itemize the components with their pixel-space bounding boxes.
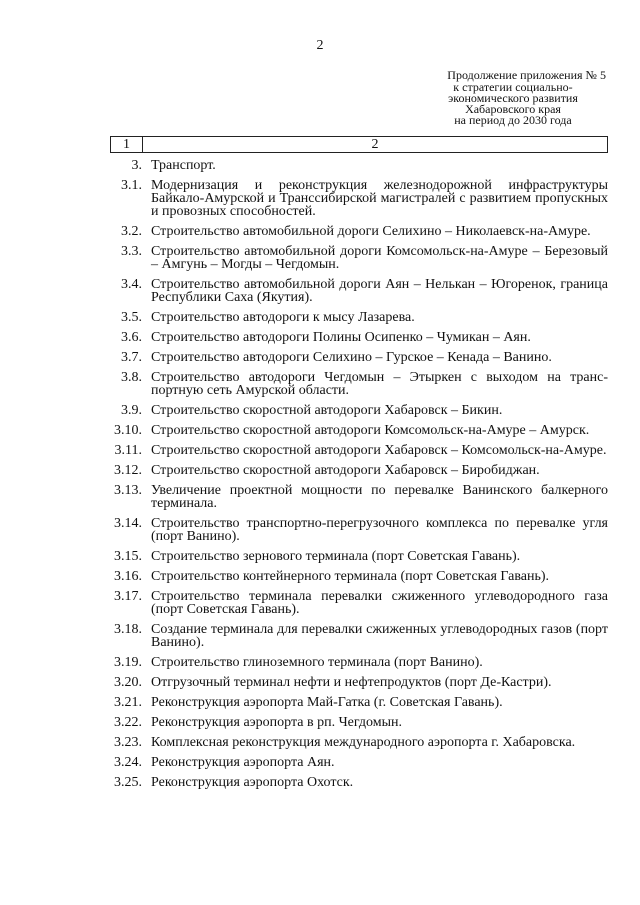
item-number: 3.2. [121,224,142,239]
item-number: 3.8. [121,370,142,385]
list-item [110,656,608,669]
list-item [110,570,608,583]
item-number: 3.17. [114,589,142,604]
item-number: 3.25. [114,775,142,790]
appendix-header-line: Продолжение приложения № 5 [447,68,606,82]
item-number: 3.1. [121,178,142,193]
list-item [110,623,608,649]
item-number: 3.16. [114,569,142,584]
list-item [110,776,608,789]
item-number: 3.24. [114,755,142,770]
appendix-header-line: на период до 2030 года [454,113,572,127]
list-item [110,179,608,218]
item-number: 3.11. [114,443,142,458]
item-text: Строительство контейнерного терминала (порт Советская Гавань). [151,569,550,584]
item-text: Строительство глиноземного терминала (порт Ванино). [151,655,483,670]
list-item [110,311,608,324]
item-text: Отгрузочный терминал нефти и нефтепродуктов (порт Де-Кастри). [151,675,552,690]
item-text: Строительство зернового терминала (порт Советская Гавань). [151,549,521,564]
item-text: Модернизация и реконструкция железнодорожной инфраструктуры Байкало-Амурской и Транссибирской магистралей с развитием пропускных и провозных способностей. [151,178,608,219]
item-text: Комплексная реконструкция международного аэропорта г. Хабаровска. [151,735,576,750]
item-number: 3.22. [114,715,142,730]
list-item [110,371,608,397]
item-number: 3.9. [121,403,142,418]
list-item [110,424,608,437]
item-text: Строительство автодороги к мысу Лазарева. [151,310,415,325]
list-item [110,331,608,344]
list-item [110,550,608,563]
item-number: 3.20. [114,675,142,690]
item-text: Реконструкция аэропорта Охотск. [151,775,354,790]
item-text: Строительство автодороги Селихино – Гурское – Кенада – Ванино. [151,350,552,365]
item-number: 3.13. [114,483,142,498]
item-number: 3.15. [114,549,142,564]
appendix-header-line: Хабаровского края [465,102,561,116]
column-header-1: 1 [111,137,143,152]
list-item [110,590,608,616]
item-number: 3.23. [114,735,142,750]
list-item [110,404,608,417]
item-text: Создание терминала для перевалки сжиженных углеводородных газов (порт Ванино). [151,622,608,650]
list-item [110,736,608,749]
item-number: 3.4. [121,277,142,292]
item-number: 3.3. [121,244,142,259]
item-text: Строительство автодороги Полины Осипенко – Чумикан – Аян. [151,330,531,345]
column-header-table [110,136,608,153]
list-item [110,676,608,689]
item-number: 3.10. [114,423,142,438]
list-item [110,278,608,304]
item-number: 3.12. [114,463,142,478]
list-item [110,716,608,729]
item-number: 3.6. [121,330,142,345]
list-item [110,351,608,364]
appendix-header-line: к стратегии социально- [453,80,573,94]
item-number: 3.14. [114,516,142,531]
list-item [110,484,608,510]
item-list [110,159,608,796]
item-text: Строительство автомобильной дороги Селихино – Николаевск-на-Амуре. [151,224,591,239]
list-item [110,225,608,238]
item-text: Транспорт. [151,158,216,173]
item-text: Строительство транспортно-перегрузочного комплекса по перевалке угля (порт Ванино). [151,516,608,544]
list-item [110,756,608,769]
item-number: 3.5. [121,310,142,325]
item-number: 3.7. [121,350,142,365]
item-text: Строительство терминала перевалки сжиженного углеводородного газа (порт Советская Гавань). [151,589,608,617]
list-item [110,464,608,477]
item-text: Увеличение проектной мощности по перевалке Ванинского балкерного терминала. [151,483,608,511]
item-text: Строительство автомобильной дороги Аян – Нелькан – Югоренок, граница Республики Саха (Якутия). [151,277,608,305]
list-item [110,444,608,457]
item-text: Строительство скоростной автодороги Хабаровск – Бикин. [151,403,503,418]
item-number: 3.18. [114,622,142,637]
item-text: Строительство скоростной автодороги Хабаровск – Комсомольск-на-Амуре. [151,443,607,458]
list-item [110,245,608,271]
item-number: 3. [131,158,142,173]
column-header-2: 2 [371,137,379,152]
item-number: 3.21. [114,695,142,710]
item-text: Реконструкция аэропорта в рп. Чегдомын. [151,715,403,730]
list-item [110,696,608,709]
appendix-header [420,70,606,126]
page-number: 2 [316,38,324,53]
item-text: Реконструкция аэропорта Май-Гатка (г. Советская Гавань). [151,695,503,710]
item-text: Реконструкция аэропорта Аян. [151,755,335,770]
item-text: Строительство скоростной автодороги Хабаровск – Биробиджан. [151,463,540,478]
item-text: Строительство скоростной автодороги Комсомольск-на-Амуре – Амурск. [151,423,590,438]
item-text: Строительство автомобильной дороги Комсомольск-на-Амуре – Березовый – Амгунь – Могды – Чегдомын. [151,244,608,272]
appendix-header-line: экономического развития [448,91,578,105]
item-text: Строительство автодороги Чегдомын – Этыркен с выходом на транспортную сеть Амурской области. [151,370,608,398]
item-number: 3.19. [114,655,142,670]
list-item [110,517,608,543]
list-item [110,159,608,172]
